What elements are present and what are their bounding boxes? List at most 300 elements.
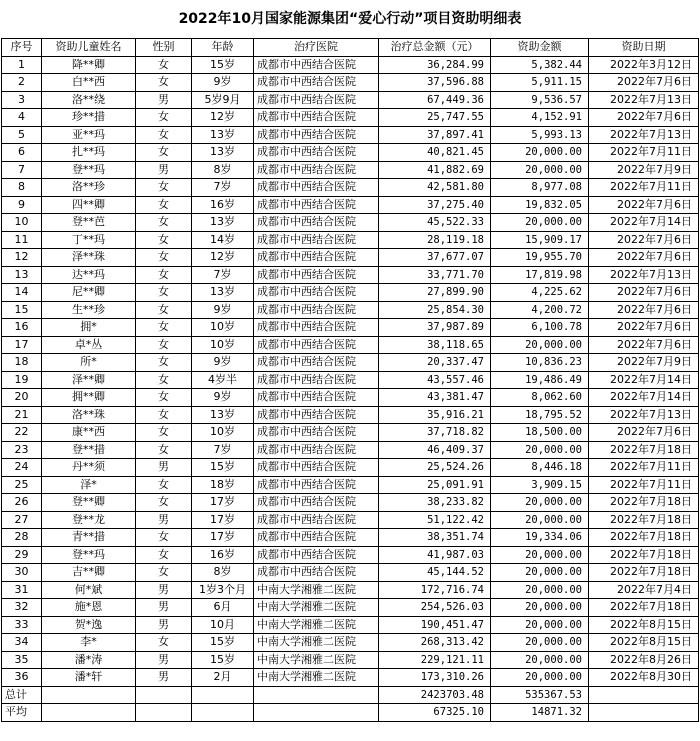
empty-cell (254, 704, 379, 722)
hospital-cell: 成都市中西结合医院 (254, 354, 379, 372)
row-index-cell: 21 (2, 406, 42, 424)
age-cell: 18岁 (192, 476, 254, 494)
aid-amount-cell: 20,000.00 (491, 581, 589, 599)
total-row (2, 686, 699, 704)
treatment-total-cell: 25,854.30 (379, 301, 491, 319)
aid-amount-cell: 5,993.13 (491, 126, 589, 144)
age-cell: 7岁 (192, 441, 254, 459)
age-cell: 16岁 (192, 196, 254, 214)
gender-cell: 女 (136, 284, 192, 302)
treatment-total-cell: 28,119.18 (379, 231, 491, 249)
aid-amount-cell: 18,795.52 (491, 406, 589, 424)
aid-amount-cell: 5,382.44 (491, 56, 589, 74)
gender-cell: 女 (136, 266, 192, 284)
table-row (2, 336, 699, 354)
hospital-cell: 成都市中西结合医院 (254, 389, 379, 407)
gender-cell: 男 (136, 616, 192, 634)
table-row (2, 564, 699, 582)
table-row (2, 581, 699, 599)
table-row (2, 214, 699, 232)
gender-cell: 男 (136, 91, 192, 109)
row-index-cell: 5 (2, 126, 42, 144)
hospital-cell: 成都市中西结合医院 (254, 144, 379, 162)
age-cell: 9岁 (192, 74, 254, 92)
gender-cell: 女 (136, 529, 192, 547)
child-name-cell: 李* (42, 634, 136, 652)
age-cell: 9岁 (192, 389, 254, 407)
gender-cell: 女 (136, 109, 192, 127)
row-index-cell: 28 (2, 529, 42, 547)
hospital-cell: 成都市中西结合医院 (254, 319, 379, 337)
age-cell: 12岁 (192, 249, 254, 267)
gender-cell: 女 (136, 354, 192, 372)
child-name-cell: 泽* (42, 476, 136, 494)
aid-date-cell: 2022年7月9日 (589, 354, 699, 372)
aid-details-table (1, 38, 699, 722)
aid-amount-cell: 4,200.72 (491, 301, 589, 319)
table-row (2, 284, 699, 302)
aid-date-cell: 2022年7月6日 (589, 284, 699, 302)
age-cell: 4岁半 (192, 371, 254, 389)
table-row (2, 424, 699, 442)
gender-cell: 男 (136, 599, 192, 617)
table-row (2, 301, 699, 319)
age-cell: 15岁 (192, 651, 254, 669)
treatment-total-cell: 43,381.47 (379, 389, 491, 407)
gender-cell: 女 (136, 249, 192, 267)
aid-amount-cell: 10,836.23 (491, 354, 589, 372)
age-cell: 2月 (192, 669, 254, 687)
child-name-cell: 登**卿 (42, 494, 136, 512)
age-cell: 15岁 (192, 56, 254, 74)
child-name-cell: 尼**卿 (42, 284, 136, 302)
age-cell: 15岁 (192, 634, 254, 652)
gender-cell: 女 (136, 74, 192, 92)
aid-amount-cell: 20,000.00 (491, 214, 589, 232)
treatment-total-cell: 268,313.42 (379, 634, 491, 652)
treatment-total-cell: 25,091.91 (379, 476, 491, 494)
hospital-cell: 中南大学湘雅二医院 (254, 599, 379, 617)
table-row (2, 56, 699, 74)
hospital-cell: 成都市中西结合医院 (254, 179, 379, 197)
gender-cell: 女 (136, 371, 192, 389)
treatment-total-cell: 45,144.52 (379, 564, 491, 582)
child-name-cell: 登**措 (42, 441, 136, 459)
header-hospital: 治疗医院 (254, 39, 379, 57)
row-index-cell: 3 (2, 91, 42, 109)
table-row (2, 511, 699, 529)
hospital-cell: 成都市中西结合医院 (254, 231, 379, 249)
aid-amount-cell: 20,000.00 (491, 336, 589, 354)
table-row (2, 406, 699, 424)
aid-date-cell: 2022年7月13日 (589, 266, 699, 284)
row-index-cell: 6 (2, 144, 42, 162)
age-cell: 17岁 (192, 529, 254, 547)
empty-cell (192, 686, 254, 704)
aid-date-cell: 2022年7月18日 (589, 441, 699, 459)
table-row (2, 249, 699, 267)
table-row (2, 371, 699, 389)
hospital-cell: 中南大学湘雅二医院 (254, 616, 379, 634)
empty-cell (136, 704, 192, 722)
age-cell: 8岁 (192, 161, 254, 179)
empty-cell (254, 686, 379, 704)
row-index-cell: 11 (2, 231, 42, 249)
gender-cell: 女 (136, 301, 192, 319)
hospital-cell: 成都市中西结合医院 (254, 564, 379, 582)
child-name-cell: 亚**玛 (42, 126, 136, 144)
aid-amount-cell: 19,486.49 (491, 371, 589, 389)
row-index-cell: 26 (2, 494, 42, 512)
treatment-total-cell: 254,526.03 (379, 599, 491, 617)
child-name-cell: 生**珍 (42, 301, 136, 319)
aid-amount-cell: 20,000.00 (491, 144, 589, 162)
aid-amount-cell: 15,909.17 (491, 231, 589, 249)
treatment-total-cell: 38,233.82 (379, 494, 491, 512)
aid-date-cell: 2022年8月30日 (589, 669, 699, 687)
hospital-cell: 中南大学湘雅二医院 (254, 651, 379, 669)
row-index-cell: 31 (2, 581, 42, 599)
treatment-total-cell: 37,987.89 (379, 319, 491, 337)
table-row (2, 459, 699, 477)
aid-amount-cell: 18,500.00 (491, 424, 589, 442)
child-name-cell: 洛**绕 (42, 91, 136, 109)
table-row (2, 651, 699, 669)
aid-date-cell: 2022年8月15日 (589, 616, 699, 634)
aid-amount-cell: 19,832.05 (491, 196, 589, 214)
aid-date-cell: 2022年7月11日 (589, 476, 699, 494)
gender-cell: 女 (136, 214, 192, 232)
treatment-total-cell: 38,351.74 (379, 529, 491, 547)
age-cell: 7岁 (192, 179, 254, 197)
treatment-total-cell: 37,275.40 (379, 196, 491, 214)
row-index-cell: 18 (2, 354, 42, 372)
child-name-cell: 达**玛 (42, 266, 136, 284)
aid-date-cell: 2022年7月13日 (589, 406, 699, 424)
treatment-total-cell: 35,916.21 (379, 406, 491, 424)
empty-cell (42, 704, 136, 722)
average-treatment-amount: 67325.10 (379, 704, 491, 722)
treatment-total-cell: 190,451.47 (379, 616, 491, 634)
aid-date-cell: 2022年7月14日 (589, 371, 699, 389)
table-row (2, 196, 699, 214)
aid-amount-cell: 19,334.06 (491, 529, 589, 547)
gender-cell: 女 (136, 231, 192, 249)
gender-cell: 男 (136, 651, 192, 669)
table-row (2, 319, 699, 337)
aid-amount-cell: 5,911.15 (491, 74, 589, 92)
aid-date-cell: 2022年3月12日 (589, 56, 699, 74)
hospital-cell: 成都市中西结合医院 (254, 476, 379, 494)
hospital-cell: 中南大学湘雅二医院 (254, 581, 379, 599)
aid-amount-cell: 20,000.00 (491, 616, 589, 634)
empty-cell (589, 686, 699, 704)
child-name-cell: 拥* (42, 319, 136, 337)
aid-date-cell: 2022年7月6日 (589, 424, 699, 442)
hospital-cell: 成都市中西结合医院 (254, 336, 379, 354)
aid-amount-cell: 4,225.62 (491, 284, 589, 302)
row-index-cell: 7 (2, 161, 42, 179)
row-index-cell: 23 (2, 441, 42, 459)
hospital-cell: 成都市中西结合医院 (254, 109, 379, 127)
row-index-cell: 27 (2, 511, 42, 529)
hospital-cell: 成都市中西结合医院 (254, 214, 379, 232)
table-row (2, 494, 699, 512)
treatment-total-cell: 41,987.03 (379, 546, 491, 564)
treatment-total-cell: 25,524.26 (379, 459, 491, 477)
age-cell: 5岁9月 (192, 91, 254, 109)
age-cell: 13岁 (192, 406, 254, 424)
aid-date-cell: 2022年7月6日 (589, 336, 699, 354)
aid-date-cell: 2022年7月18日 (589, 599, 699, 617)
aid-amount-cell: 20,000.00 (491, 511, 589, 529)
gender-cell: 女 (136, 441, 192, 459)
child-name-cell: 扎**玛 (42, 144, 136, 162)
gender-cell: 女 (136, 336, 192, 354)
treatment-total-cell: 37,897.41 (379, 126, 491, 144)
row-index-cell: 22 (2, 424, 42, 442)
total-label: 总计 (2, 686, 42, 704)
table-row (2, 599, 699, 617)
table-row (2, 144, 699, 162)
table-row (2, 546, 699, 564)
hospital-cell: 成都市中西结合医院 (254, 266, 379, 284)
row-index-cell: 10 (2, 214, 42, 232)
empty-cell (42, 686, 136, 704)
age-cell: 15岁 (192, 459, 254, 477)
child-name-cell: 登**龙 (42, 511, 136, 529)
age-cell: 12岁 (192, 109, 254, 127)
aid-amount-cell: 19,955.70 (491, 249, 589, 267)
aid-date-cell: 2022年7月18日 (589, 494, 699, 512)
aid-amount-cell: 20,000.00 (491, 494, 589, 512)
gender-cell: 女 (136, 494, 192, 512)
table-body (2, 56, 699, 686)
aid-date-cell: 2022年7月11日 (589, 144, 699, 162)
row-index-cell: 29 (2, 546, 42, 564)
child-name-cell: 潘*涛 (42, 651, 136, 669)
header-child-name: 资助儿童姓名 (42, 39, 136, 57)
age-cell: 10岁 (192, 336, 254, 354)
aid-amount-cell: 8,062.60 (491, 389, 589, 407)
child-name-cell: 登**芭 (42, 214, 136, 232)
age-cell: 13岁 (192, 126, 254, 144)
hospital-cell: 中南大学湘雅二医院 (254, 634, 379, 652)
header-gender: 性别 (136, 39, 192, 57)
treatment-total-cell: 229,121.11 (379, 651, 491, 669)
gender-cell: 女 (136, 144, 192, 162)
aid-date-cell: 2022年7月13日 (589, 126, 699, 144)
age-cell: 16岁 (192, 546, 254, 564)
gender-cell: 女 (136, 389, 192, 407)
table-row (2, 231, 699, 249)
age-cell: 9岁 (192, 301, 254, 319)
hospital-cell: 成都市中西结合医院 (254, 74, 379, 92)
child-name-cell: 何*斌 (42, 581, 136, 599)
table-row (2, 634, 699, 652)
total-aid-amount: 535367.53 (491, 686, 589, 704)
row-index-cell: 4 (2, 109, 42, 127)
child-name-cell: 珍**措 (42, 109, 136, 127)
aid-amount-cell: 20,000.00 (491, 599, 589, 617)
hospital-cell: 成都市中西结合医院 (254, 196, 379, 214)
table-row (2, 126, 699, 144)
table-row (2, 669, 699, 687)
child-name-cell: 贺*逸 (42, 616, 136, 634)
row-index-cell: 14 (2, 284, 42, 302)
child-name-cell: 降**卿 (42, 56, 136, 74)
average-label: 平均 (2, 704, 42, 722)
treatment-total-cell: 43,557.46 (379, 371, 491, 389)
aid-date-cell: 2022年7月18日 (589, 511, 699, 529)
child-name-cell: 吉**卿 (42, 564, 136, 582)
gender-cell: 女 (136, 476, 192, 494)
row-index-cell: 24 (2, 459, 42, 477)
child-name-cell: 四**卿 (42, 196, 136, 214)
child-name-cell: 拥**卿 (42, 389, 136, 407)
aid-date-cell: 2022年7月18日 (589, 564, 699, 582)
treatment-total-cell: 173,310.26 (379, 669, 491, 687)
gender-cell: 女 (136, 564, 192, 582)
aid-amount-cell: 20,000.00 (491, 634, 589, 652)
treatment-total-cell: 27,899.90 (379, 284, 491, 302)
treatment-total-cell: 42,581.80 (379, 179, 491, 197)
table-row (2, 91, 699, 109)
child-name-cell: 卓*丛 (42, 336, 136, 354)
age-cell: 13岁 (192, 284, 254, 302)
aid-amount-cell: 6,100.78 (491, 319, 589, 337)
treatment-total-cell: 36,284.99 (379, 56, 491, 74)
aid-date-cell: 2022年7月6日 (589, 249, 699, 267)
document-title: 2022年10月国家能源集团“爱心行动”项目资助明细表 (178, 11, 522, 27)
header-index: 序号 (2, 39, 42, 57)
aid-amount-cell: 20,000.00 (491, 669, 589, 687)
aid-amount-cell: 9,536.57 (491, 91, 589, 109)
header-age: 年龄 (192, 39, 254, 57)
row-index-cell: 12 (2, 249, 42, 267)
table-row (2, 266, 699, 284)
child-name-cell: 所* (42, 354, 136, 372)
age-cell: 17岁 (192, 511, 254, 529)
gender-cell: 男 (136, 459, 192, 477)
hospital-cell: 成都市中西结合医院 (254, 546, 379, 564)
aid-date-cell: 2022年7月6日 (589, 301, 699, 319)
child-name-cell: 洛**珠 (42, 406, 136, 424)
age-cell: 17岁 (192, 494, 254, 512)
treatment-total-cell: 45,522.33 (379, 214, 491, 232)
aid-date-cell: 2022年7月6日 (589, 196, 699, 214)
gender-cell: 女 (136, 319, 192, 337)
table-row (2, 179, 699, 197)
hospital-cell: 成都市中西结合医院 (254, 459, 379, 477)
total-treatment-amount: 2423703.48 (379, 686, 491, 704)
age-cell: 10月 (192, 616, 254, 634)
child-name-cell: 青**措 (42, 529, 136, 547)
gender-cell: 男 (136, 669, 192, 687)
age-cell: 10岁 (192, 424, 254, 442)
treatment-total-cell: 51,122.42 (379, 511, 491, 529)
child-name-cell: 丁**玛 (42, 231, 136, 249)
child-name-cell: 康**西 (42, 424, 136, 442)
row-index-cell: 13 (2, 266, 42, 284)
hospital-cell: 成都市中西结合医院 (254, 161, 379, 179)
treatment-total-cell: 37,596.88 (379, 74, 491, 92)
row-index-cell: 20 (2, 389, 42, 407)
treatment-total-cell: 172,716.74 (379, 581, 491, 599)
gender-cell: 女 (136, 546, 192, 564)
child-name-cell: 白**西 (42, 74, 136, 92)
row-index-cell: 32 (2, 599, 42, 617)
aid-date-cell: 2022年8月15日 (589, 634, 699, 652)
table-row (2, 74, 699, 92)
gender-cell: 男 (136, 161, 192, 179)
average-row (2, 704, 699, 722)
header-aid-date: 资助日期 (589, 39, 699, 57)
treatment-total-cell: 20,337.47 (379, 354, 491, 372)
table-row (2, 109, 699, 127)
row-index-cell: 1 (2, 56, 42, 74)
child-name-cell: 登**玛 (42, 546, 136, 564)
hospital-cell: 成都市中西结合医院 (254, 284, 379, 302)
age-cell: 8岁 (192, 564, 254, 582)
gender-cell: 女 (136, 406, 192, 424)
row-index-cell: 25 (2, 476, 42, 494)
row-index-cell: 17 (2, 336, 42, 354)
row-index-cell: 8 (2, 179, 42, 197)
gender-cell: 女 (136, 196, 192, 214)
aid-amount-cell: 4,152.91 (491, 109, 589, 127)
average-aid-amount: 14871.32 (491, 704, 589, 722)
aid-amount-cell: 17,819.98 (491, 266, 589, 284)
hospital-cell: 成都市中西结合医院 (254, 371, 379, 389)
row-index-cell: 33 (2, 616, 42, 634)
hospital-cell: 成都市中西结合医院 (254, 301, 379, 319)
treatment-total-cell: 33,771.70 (379, 266, 491, 284)
age-cell: 7岁 (192, 266, 254, 284)
table-row (2, 529, 699, 547)
hospital-cell: 成都市中西结合医院 (254, 56, 379, 74)
hospital-cell: 成都市中西结合医院 (254, 529, 379, 547)
age-cell: 10岁 (192, 319, 254, 337)
aid-date-cell: 2022年7月18日 (589, 529, 699, 547)
empty-cell (136, 686, 192, 704)
row-index-cell: 34 (2, 634, 42, 652)
age-cell: 1岁3个月 (192, 581, 254, 599)
aid-date-cell: 2022年7月9日 (589, 161, 699, 179)
age-cell: 13岁 (192, 144, 254, 162)
aid-date-cell: 2022年7月6日 (589, 231, 699, 249)
table-row (2, 354, 699, 372)
hospital-cell: 成都市中西结合医院 (254, 494, 379, 512)
hospital-cell: 成都市中西结合医院 (254, 126, 379, 144)
hospital-cell: 成都市中西结合医院 (254, 91, 379, 109)
row-index-cell: 19 (2, 371, 42, 389)
aid-amount-cell: 20,000.00 (491, 564, 589, 582)
aid-amount-cell: 8,446.18 (491, 459, 589, 477)
child-name-cell: 登**玛 (42, 161, 136, 179)
aid-amount-cell: 3,909.15 (491, 476, 589, 494)
aid-date-cell: 2022年7月11日 (589, 179, 699, 197)
child-name-cell: 洛**珍 (42, 179, 136, 197)
treatment-total-cell: 37,718.82 (379, 424, 491, 442)
hospital-cell: 成都市中西结合医院 (254, 406, 379, 424)
gender-cell: 男 (136, 581, 192, 599)
table-row (2, 161, 699, 179)
table-row (2, 389, 699, 407)
aid-date-cell: 2022年7月11日 (589, 459, 699, 477)
treatment-total-cell: 41,882.69 (379, 161, 491, 179)
hospital-cell: 成都市中西结合医院 (254, 441, 379, 459)
